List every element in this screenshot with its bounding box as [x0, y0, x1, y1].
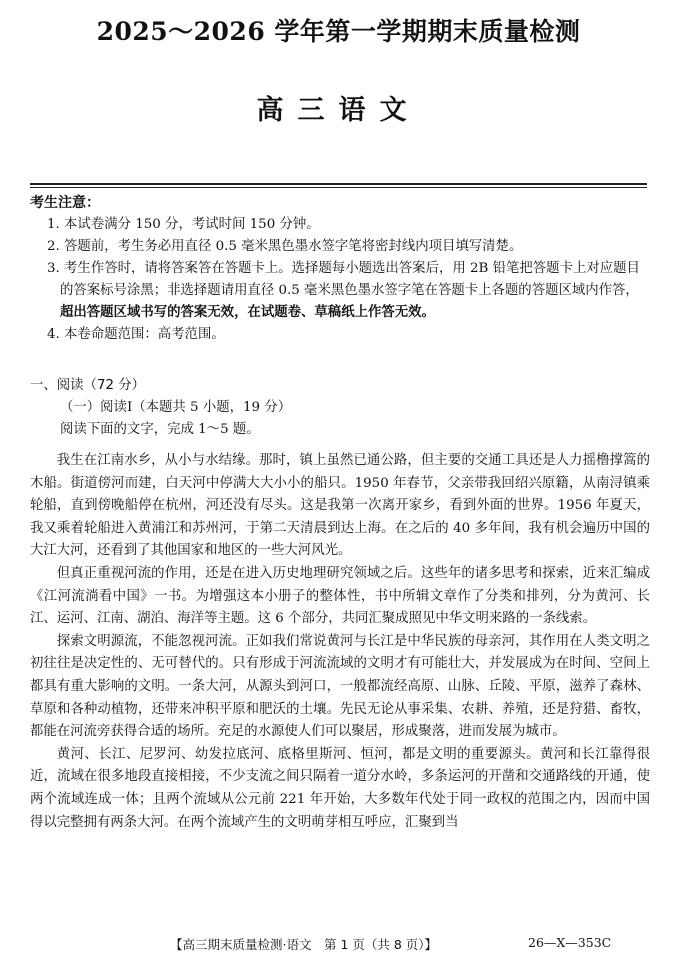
divider-thin [30, 187, 647, 188]
section-heading: 一、阅读（72 分） [30, 378, 146, 393]
reading-section [30, 375, 650, 441]
sub-section-heading: （一）阅读Ⅰ（本题共 5 小题，19 分） [60, 400, 292, 415]
passage-paragraph-3: 探索文明源流，不能忽视河流。正如我们常说黄河与长江是中华民族的母亲河，其作用在人类文明之初往往是决定性的、无可替代的。只有形成于河流流域的文明才有可能壮大，并发展成为在时间、空间上都具有重大影响的文明。一条大河，从源头到河口，一般都流经高原、山脉、丘陵、平原，滋养了森林、草原和各种动植物，还带来冲积平原和肥沃的土壤。先民无论从事采集、农耕、养殖，还是狩猎、畜牧，都能在河流旁获得合适的场所。充足的水源使人们可以聚居，形成聚落，进而发展为城市。 [30, 633, 650, 740]
exam-notice [30, 192, 650, 346]
passage-paragraph-4: 黄河、长江、尼罗河、幼发拉底河、底格里斯河、恒河，都是文明的重要源头。黄河和长江靠得很近，流域在很多地段直接相接，不少支流之间只隔着一道分水岭，多条运河的开凿和交通路线的开通，使两个流域连成一体；且两个流域从公元前 221 年开始，大多数年代处于同一政权的范围之内，因而中国得以完整拥有两条大河。在两个流域产生的文明萌芽相互呼应，汇聚到当 [30, 746, 650, 830]
footer-page-info: 【高三期末质量检测·语文 第 1 页（共 8 页）】 [170, 937, 438, 952]
passage-paragraph-2: 但真正重视河流的作用，还是在进入历史地理研究领域之后。这些年的诸多思考和探索，近来汇编成《江河流淌看中国》一书。为增强这本小册子的整体性，书中所辑文章作了分类和排列，分为黄河、长江、运河、江南、湖泊、海洋等主题。这 6 个部分，共同汇聚成照见中华文明来路的一条线索。 [30, 565, 650, 627]
notice-item-2: 2. 答题前，考生务必用直径 0.5 毫米黑色墨水签字笔将密封线内项目填写清楚。 [47, 239, 523, 254]
subject-title: 高三语文 [256, 95, 421, 126]
passage-paragraph-1: 我生在江南水乡，从小与水结缘。那时，镇上虽然已通公路，但主要的交通工具还是人力摇橹撑篙的木船。街道傍河而建，白天河中停满大大小小的船只。1950 年春节，父亲带我回绍兴原籍，从南浔镇乘轮船，直到傍晚船停在杭州，河还没有尽头。这是我第一次离开家乡，看到外面的世界。1956 年夏天，我又乘着轮船进入黄浦江和苏州河，于第二天清晨到达上海。在之后的 40 多年间，我有机会遍历中国的大江大河，还看到了其他国家和地区的一些大河风光。 [30, 453, 650, 559]
notice-item-1: 1. 本试卷满分 150 分，考试时间 150 分钟。 [47, 217, 320, 232]
reading-instruction: 阅读下面的文字，完成 1～5 题。 [60, 422, 260, 437]
notice-item-3-text: 3. 考生作答时，请将答案答在答题卡上。选择题每小题选出答案后，用 2B 铅笔把答题卡上对应题目的答案标号涂黑；非选择题请用直径 0.5 毫米黑色墨水签字笔在答题卡上各题的答题区域内作答， [47, 261, 640, 298]
reading-passage [30, 450, 650, 834]
notice-item-3 [30, 258, 650, 324]
notice-item-3-emphasis: 超出答题区域书写的答案无效，在试题卷、草稿纸上作答无效。 [60, 305, 435, 320]
notice-heading: 考生注意： [30, 195, 100, 211]
notice-item-4: 4. 本卷命题范围：高考范围。 [47, 327, 225, 342]
exam-title: 2025～2026 学年第一学期期末质量检测 [96, 17, 581, 46]
footer-exam-code: 26—X—353C [528, 935, 612, 950]
divider-thick [30, 183, 647, 185]
